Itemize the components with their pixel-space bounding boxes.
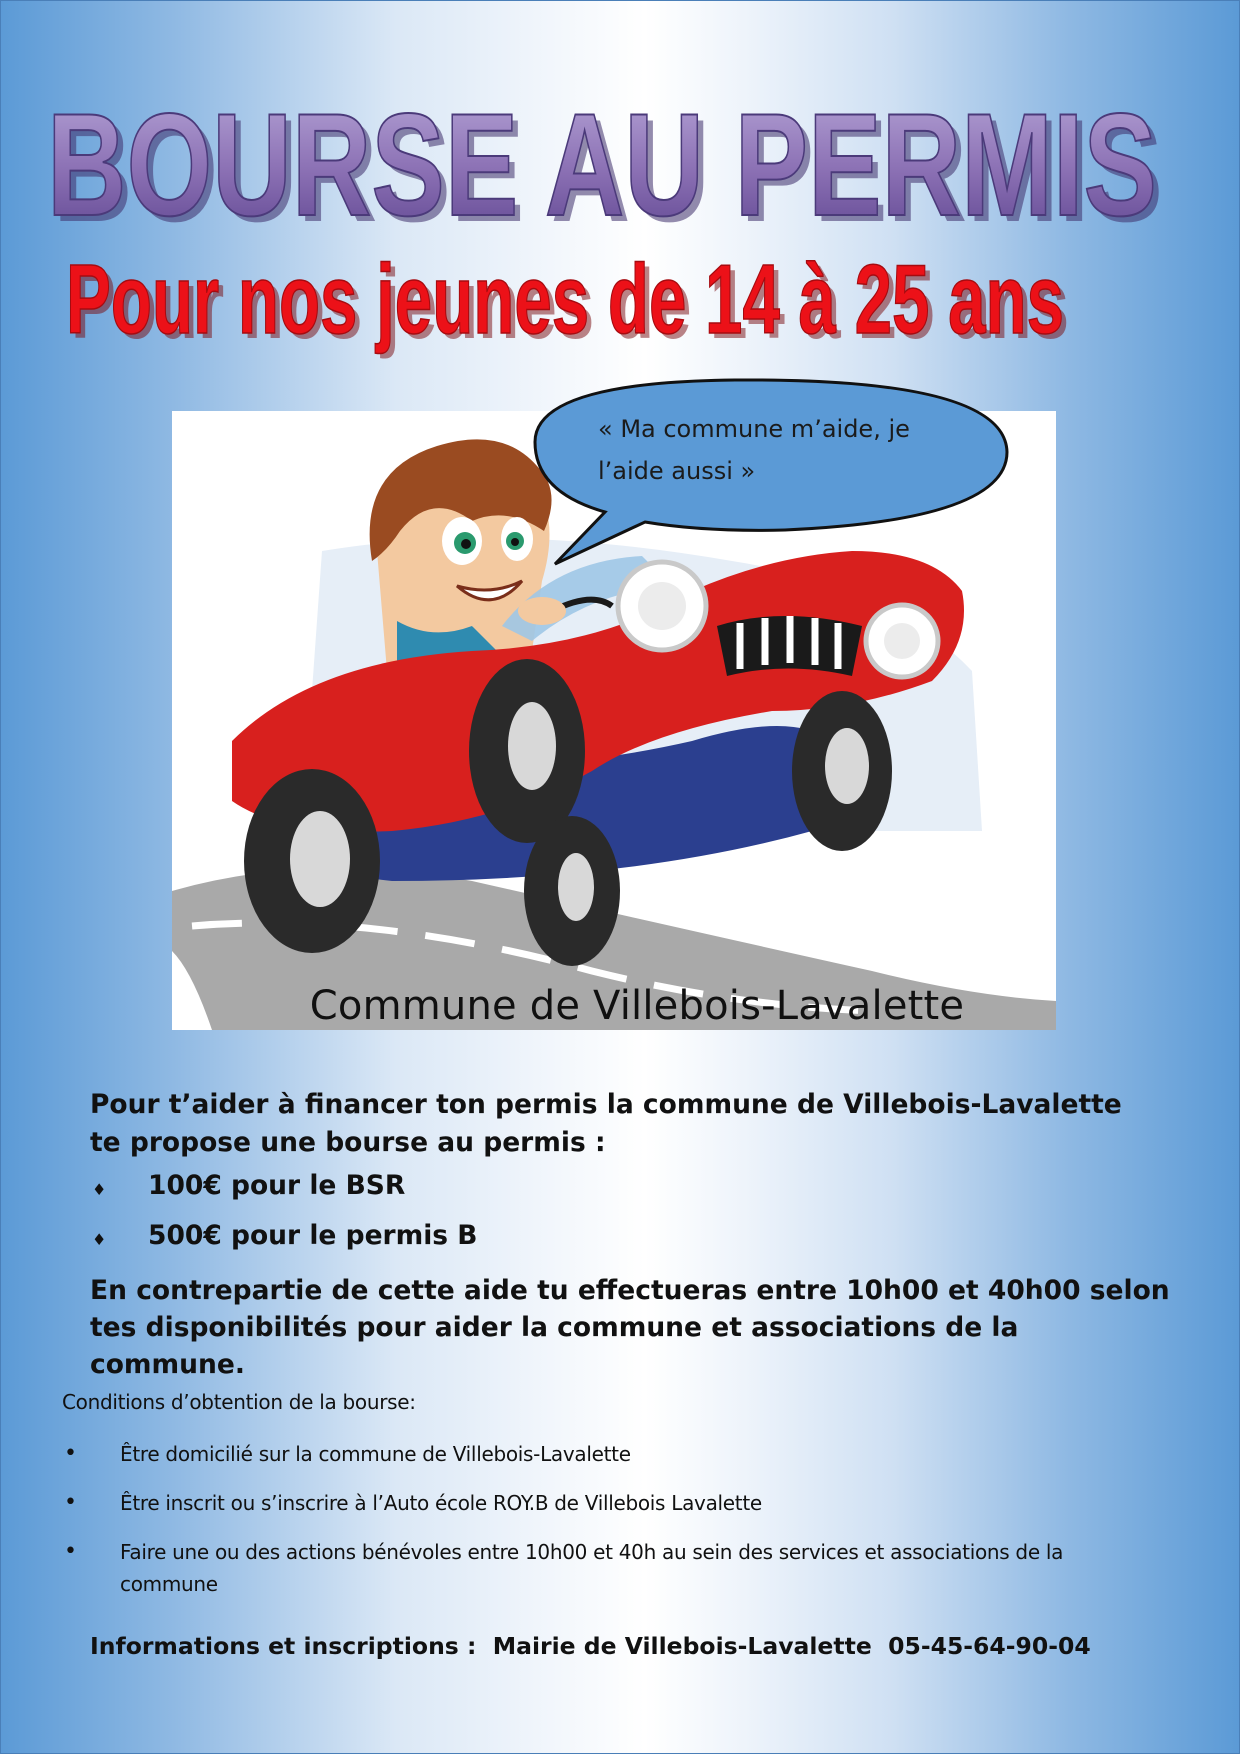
list-item [62, 1536, 1162, 1600]
subtitle-text: Pour nos jeunes de 14 à 25 ans [66, 244, 1064, 354]
conditions-list [62, 1438, 1162, 1617]
car-grille [717, 616, 862, 676]
dot-bullet-icon: • [64, 1490, 77, 1515]
diamond-bullet-icon: ♦ [92, 1230, 107, 1249]
poster-title [40, 58, 1170, 248]
list-item [90, 1170, 990, 1220]
counterpart-text: En contrepartie de cette aide tu effectueras entre 10h00 et 40h00 selon tes disponibilités pour aider la commune et associations de la commune. [90, 1275, 1170, 1380]
diamond-bullet-icon: ♦ [92, 1180, 107, 1199]
dot-bullet-icon: • [64, 1539, 77, 1564]
wheel-rear-left [244, 769, 380, 953]
condition-text: Être domicilié sur la commune de Villebois-Lavalette [120, 1442, 631, 1466]
subtitle-shadow: Pour nos jeunes de 14 à 25 ans [71, 249, 1069, 359]
conditions-heading: Conditions d’obtention de la bourse: [62, 1390, 416, 1414]
list-item [62, 1438, 1162, 1470]
wheel-front-right [792, 691, 892, 851]
dot-bullet-icon: • [64, 1441, 77, 1466]
list-item [62, 1487, 1162, 1519]
amount-list [90, 1170, 990, 1270]
title-shadow: BOURSE AU PERMIS [53, 89, 1163, 248]
amount-label: 100€ pour le BSR [148, 1170, 406, 1201]
condition-text: Faire une ou des actions bénévoles entre 10h00 et 40h au sein des services et associations de la commune [120, 1540, 1064, 1596]
title-text: BOURSE AU PERMIS [47, 83, 1157, 246]
list-item [90, 1220, 990, 1270]
amount-label: 500€ pour le permis B [148, 1220, 478, 1251]
poster-subtitle [66, 240, 1086, 360]
condition-text: Être inscrit ou s’inscrire à l’Auto école ROY.B de Villebois Lavalette [120, 1491, 762, 1515]
wheel-front-left [469, 659, 585, 843]
contact-footer: Informations et inscriptions : Mairie de Villebois-Lavalette 05-45-64-90-04 [90, 1632, 1091, 1660]
speech-bubble-text: « Ma commune m’aide, je l’aide aussi » [598, 415, 910, 485]
wheel-rear-right [524, 816, 620, 966]
commune-caption: Commune de Villebois-Lavalette [309, 983, 965, 1029]
intro-text: Pour t’aider à financer ton permis la commune de Villebois-Lavalette te propose une bourse au permis : [90, 1089, 1122, 1158]
